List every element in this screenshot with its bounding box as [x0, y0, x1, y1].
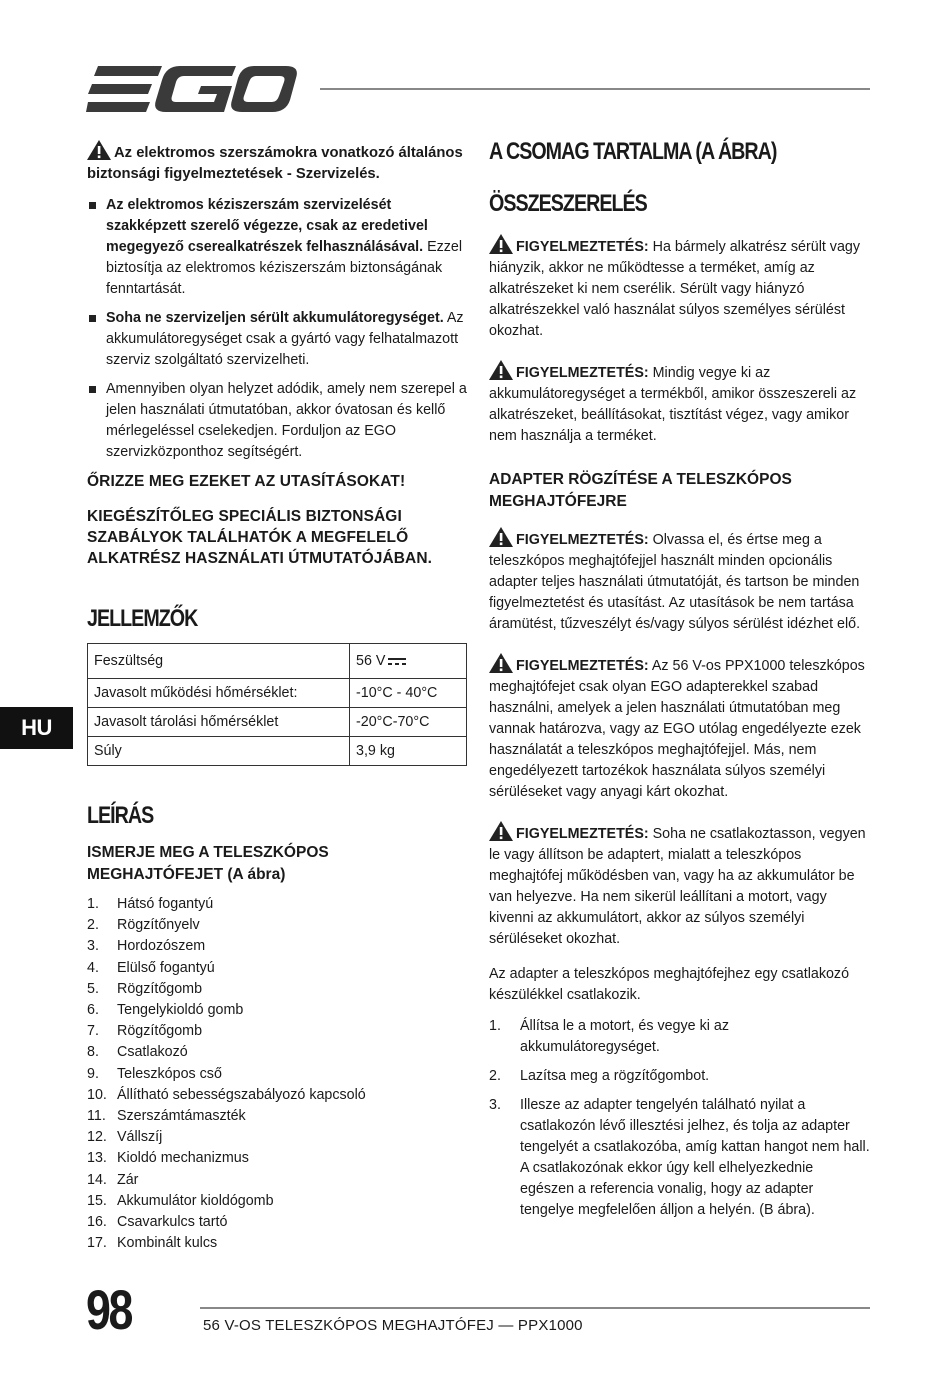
warning-paragraph — [489, 527, 871, 635]
item-number: 9. — [87, 1065, 99, 1082]
header-rule — [320, 88, 870, 90]
warning-label: FIGYELMEZTETÉS: — [516, 365, 649, 381]
list-item — [489, 1095, 871, 1221]
spec-label: Súly — [88, 737, 350, 766]
item-number: 15. — [87, 1192, 107, 1209]
spec-value — [350, 644, 467, 679]
warning-icon — [87, 140, 111, 160]
item-text: Hordozószem — [117, 938, 206, 955]
item-number: 11. — [87, 1108, 106, 1125]
language-tab — [0, 707, 73, 749]
table-row — [88, 679, 467, 708]
item-number: 5. — [87, 980, 99, 997]
item-number: 4. — [87, 959, 99, 976]
step-number: 3. — [489, 1097, 501, 1113]
list-item — [87, 1212, 467, 1233]
item-number: 2. — [87, 917, 99, 934]
table-row — [88, 644, 467, 679]
service-bullets — [87, 195, 467, 463]
list-item — [87, 979, 467, 1000]
language-tab-label: HU — [21, 715, 52, 740]
item-number: 3. — [87, 938, 99, 955]
warning-text: Mindig vegye ki az akkumulátoregységet a termékből, amikor összeszereli az alkatrészeket, beállításokat, tisztítást végez, vagy amikor nem használja a terméket. — [489, 365, 857, 444]
warning-paragraph — [489, 821, 871, 950]
step-text: Lazítsa meg a rögzítőgombot. — [520, 1068, 710, 1084]
know-title: ISMERJE MEG A TELESZKÓPOS MEGHAJTÓFEJET (A ábra) — [87, 844, 329, 883]
adapter-title: ADAPTER RÖGZÍTÉSE A TELESZKÓPOS MEGHAJTÓFEJRE — [489, 471, 792, 510]
left-column — [87, 140, 467, 1254]
item-number: 10. — [87, 1086, 107, 1103]
list-item — [489, 1016, 871, 1058]
item-number: 13. — [87, 1150, 107, 1167]
item-text: Kombinált kulcs — [117, 1235, 218, 1252]
list-item — [489, 1066, 871, 1087]
bullet-text: Amennyiben olyan helyzet adódik, amely nem szerepel a jelen használati útmutatóban, akkor óvatosan és kellő mérlegeléssel cselekedjen. Forduljon az EGO szervizközponthoz segítségért. — [106, 381, 467, 460]
package-title: A CSOMAG TARTALMA (A ÁBRA) — [489, 138, 777, 165]
list-item — [87, 1148, 467, 1169]
adapter-intro: Az adapter a teleszkópos meghajtófejhez egy csatlakozó készülékkel csatlakozik. — [489, 966, 850, 1003]
item-text: Rögzítőgomb — [117, 1023, 203, 1040]
list-item — [87, 1064, 467, 1085]
spec-value: 3,9 kg — [350, 737, 467, 766]
warning-text: Olvassa el, és értse meg a teleszkópos meghajtófejjel használt minden opcionális adapter teljes használati útmutatóját, és tartson be minden figyelmeztetést és utasítást. Az utasítások be nem tartása áramütést, tűzveszélyt és/vagy súlyos sérülést idézhet elő. — [489, 532, 861, 632]
list-item — [87, 936, 467, 957]
item-text: Tengelykioldó gomb — [117, 1002, 244, 1019]
list-item — [87, 1085, 467, 1106]
item-text: Szerszámtámaszték — [117, 1108, 246, 1125]
spec-label: Javasolt működési hőmérséklet: — [88, 679, 350, 708]
item-text: Zár — [117, 1171, 139, 1188]
step-text: Állítsa le a motort, és vegye ki az akkumulátoregységet. — [520, 1018, 729, 1055]
item-number: 16. — [87, 1214, 107, 1231]
item-text: Hátsó fogantyú — [117, 896, 214, 912]
additional-rules: KIEGÉSZÍTŐLEG SPECIÁLIS BIZTONSÁGI SZABÁLYOK TALÁLHATÓK A MEGFELELŐ ALKATRÉSZ HASZNÁLATI ÚTMUTATÓJÁBAN. — [87, 508, 433, 567]
warning-icon — [489, 360, 513, 380]
warning-icon — [489, 653, 513, 673]
warning-label: FIGYELMEZTETÉS: — [516, 826, 649, 842]
keep-instructions: ŐRIZZE MEG EZEKET AZ UTASÍTÁSOKAT! — [87, 473, 406, 490]
item-number: 8. — [87, 1044, 99, 1061]
warning-label: FIGYELMEZTETÉS: — [516, 658, 649, 674]
footer-rule — [200, 1307, 870, 1309]
list-item — [87, 1000, 467, 1021]
steps-list — [489, 1016, 871, 1221]
item-number: 1. — [87, 896, 99, 912]
list-item — [87, 894, 467, 915]
parts-list — [87, 894, 467, 1254]
item-number: 7. — [87, 1023, 99, 1040]
spec-value: -20°C-70°C — [350, 708, 467, 737]
bullet-bold: Soha ne szervizeljen sérült akkumulátoregységet. — [106, 310, 444, 326]
item-text: Akkumulátor kioldógomb — [117, 1192, 274, 1209]
table-row — [88, 708, 467, 737]
footer-doc-title: 56 V-OS TELESZKÓPOS MEGHAJTÓFEJ — PPX1000 — [203, 1317, 583, 1334]
item-text: Kioldó mechanizmus — [117, 1150, 249, 1167]
list-item — [87, 308, 467, 371]
bullet-bold: Az elektromos kéziszerszám szervizelését szakképzett szerelő végezze, csak az eredetivel megegyező cserealkatrészek felhasználásával. — [106, 197, 428, 255]
warning-label: FIGYELMEZTETÉS: — [516, 532, 649, 548]
step-number: 2. — [489, 1068, 501, 1084]
spec-value-text: 56 V — [356, 653, 386, 669]
warning-label: FIGYELMEZTETÉS: — [516, 239, 649, 255]
bullet-text: Az akkumulátoregységet csak a gyártó vagy felhatalmazott szerviz szolgáltató szervizelheti. — [106, 310, 464, 368]
table-row — [88, 737, 467, 766]
list-item — [87, 1106, 467, 1127]
spec-table — [87, 643, 467, 766]
item-number: 12. — [87, 1129, 107, 1146]
warning-text: Ha bármely alkatrész sérült vagy hiányzik, akkor ne működtesse a terméket, amíg az alkatrészeket ki nem cserélik. Sérült vagy hiányzó alkatrészekkel való használat súlyos személyes sérülést okozhat. — [489, 239, 861, 339]
warning-paragraph — [489, 360, 871, 447]
bullet-text: Ezzel biztosítja az elektromos kéziszerszám biztonságának fenntartását. — [106, 239, 463, 297]
warning-icon — [489, 821, 513, 841]
item-number: 17. — [87, 1235, 107, 1252]
list-item — [87, 379, 467, 463]
ego-logo — [86, 64, 298, 114]
list-item — [87, 1233, 467, 1254]
warning-text: Az 56 V-os PPX1000 teleszkópos meghajtófejet csak olyan EGO adapterekkel szabad használni, amelyek a jelen használati útmutatóban meg vannak határozva, vagy az EGO utólag engedélyezte ezek használatát a teleszkópos meghajtófejjel. Más, nem engedélyezett tartozékok használata súlyos személyi sérüléseket vagy anyagi kárt okozhat. — [489, 658, 865, 800]
item-text: Állítható sebességszabályozó kapcsoló — [117, 1086, 366, 1103]
description-title: LEÍRÁS — [87, 802, 154, 829]
list-item — [87, 915, 467, 936]
item-text: Rögzítőgomb — [117, 980, 203, 997]
features-title: JELLEMZŐK — [87, 605, 198, 632]
assembly-title: ÖSSZESZERELÉS — [489, 190, 647, 217]
item-text: Csavarkulcs tartó — [117, 1214, 228, 1231]
item-text: Csatlakozó — [117, 1044, 188, 1061]
page-number: 98 — [86, 1278, 132, 1341]
warning-icon — [489, 234, 513, 254]
warning-paragraph — [489, 234, 871, 342]
item-text: Teleszkópos cső — [117, 1065, 222, 1082]
spec-label: Feszültség — [88, 644, 350, 679]
spec-label: Javasolt tárolási hőmérséklet — [88, 708, 350, 737]
item-text: Elülső fogantyú — [117, 959, 215, 976]
right-column — [489, 138, 871, 1229]
safety-title-text: Az elektromos szerszámokra vonatkozó általános biztonsági figyelmeztetések - Szervizelés. — [87, 145, 463, 182]
list-item — [87, 195, 467, 300]
list-item — [87, 1042, 467, 1063]
list-item — [87, 1170, 467, 1191]
warning-text: Soha ne csatlakoztasson, vegyen le vagy állítson be adaptert, mialatt a teleszkópos meghajtófej működésben van, vagy ha az akkumulátor be van helyezve. Ha nem sikerül leállítani a motort, vagy kivenni az akkumulátort, akkor az súlyos személyi sérüléseket okozhat. — [489, 826, 866, 947]
list-item — [87, 958, 467, 979]
warning-paragraph — [489, 653, 871, 803]
list-item — [87, 1191, 467, 1212]
dc-symbol-icon — [388, 658, 406, 665]
step-text: Illesze az adapter tengelyén található nyilat a csatlakozón lévő illesztési jelhez, és tolja az adapter tengelyét a csatlakozóba, amíg kattan hangot nem hall. A csatlakozónak ekkor úgy kell elhelyezkednie egészen a referencia vonalig, hogy az adapter tengelye megfelelően álljon a helyén. (B ábra). — [520, 1097, 870, 1218]
spec-value: -10°C - 40°C — [350, 679, 467, 708]
item-text: Rögzítőnyelv — [117, 917, 200, 934]
list-item — [87, 1021, 467, 1042]
list-item — [87, 1127, 467, 1148]
safety-title — [87, 140, 467, 185]
step-number: 1. — [489, 1018, 501, 1034]
item-text: Vállszíj — [117, 1129, 163, 1146]
item-number: 6. — [87, 1002, 99, 1019]
warning-icon — [489, 527, 513, 547]
item-number: 14. — [87, 1171, 107, 1188]
